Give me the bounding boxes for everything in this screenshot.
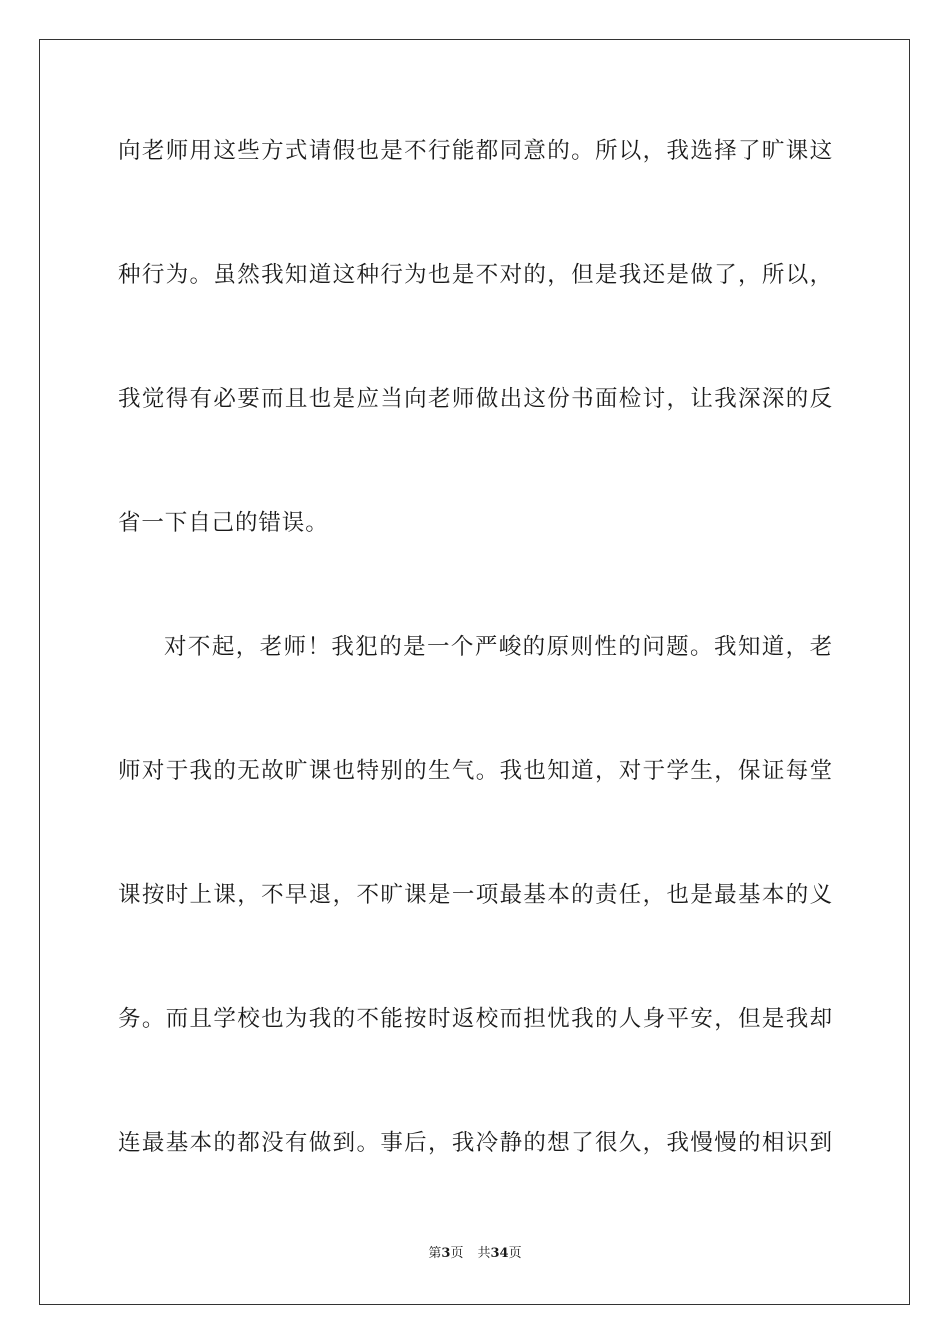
body-text-line: 连最基本的都没有做到。事后，我冷静的想了很久，我慢慢的相识到 [118, 1130, 833, 1156]
page-number: 3 [441, 1246, 451, 1261]
total-pages: 34 [490, 1246, 509, 1261]
paragraph-first-line: 对不起，老师！我犯的是一个严峻的原则性的问题。我知道，老 [164, 634, 833, 660]
page-border [39, 39, 910, 1305]
page-suffix: 页 [450, 1246, 464, 1261]
body-text-line: 省一下自己的错误。 [118, 510, 329, 536]
body-text-line: 师对于我的无故旷课也特别的生气。我也知道，对于学生，保证每堂 [118, 758, 833, 784]
body-text-line: 种行为。虽然我知道这种行为也是不对的，但是我还是做了，所以， [118, 262, 833, 288]
total-prefix: 共 [477, 1246, 491, 1261]
body-text-line: 务。而且学校也为我的不能按时返校而担忧我的人身平安，但是我却 [118, 1006, 833, 1032]
body-text-line: 向老师用这些方式请假也是不行能都同意的。所以，我选择了旷课这 [118, 138, 833, 164]
body-text-line: 我觉得有必要而且也是应当向老师做出这份书面检讨，让我深深的反 [118, 386, 833, 412]
body-text-line: 课按时上课，不早退，不旷课是一项最基本的责任，也是最基本的义 [118, 882, 833, 908]
page-footer [0, 1246, 950, 1262]
page-prefix: 第 [428, 1246, 442, 1261]
total-suffix: 页 [508, 1246, 522, 1261]
